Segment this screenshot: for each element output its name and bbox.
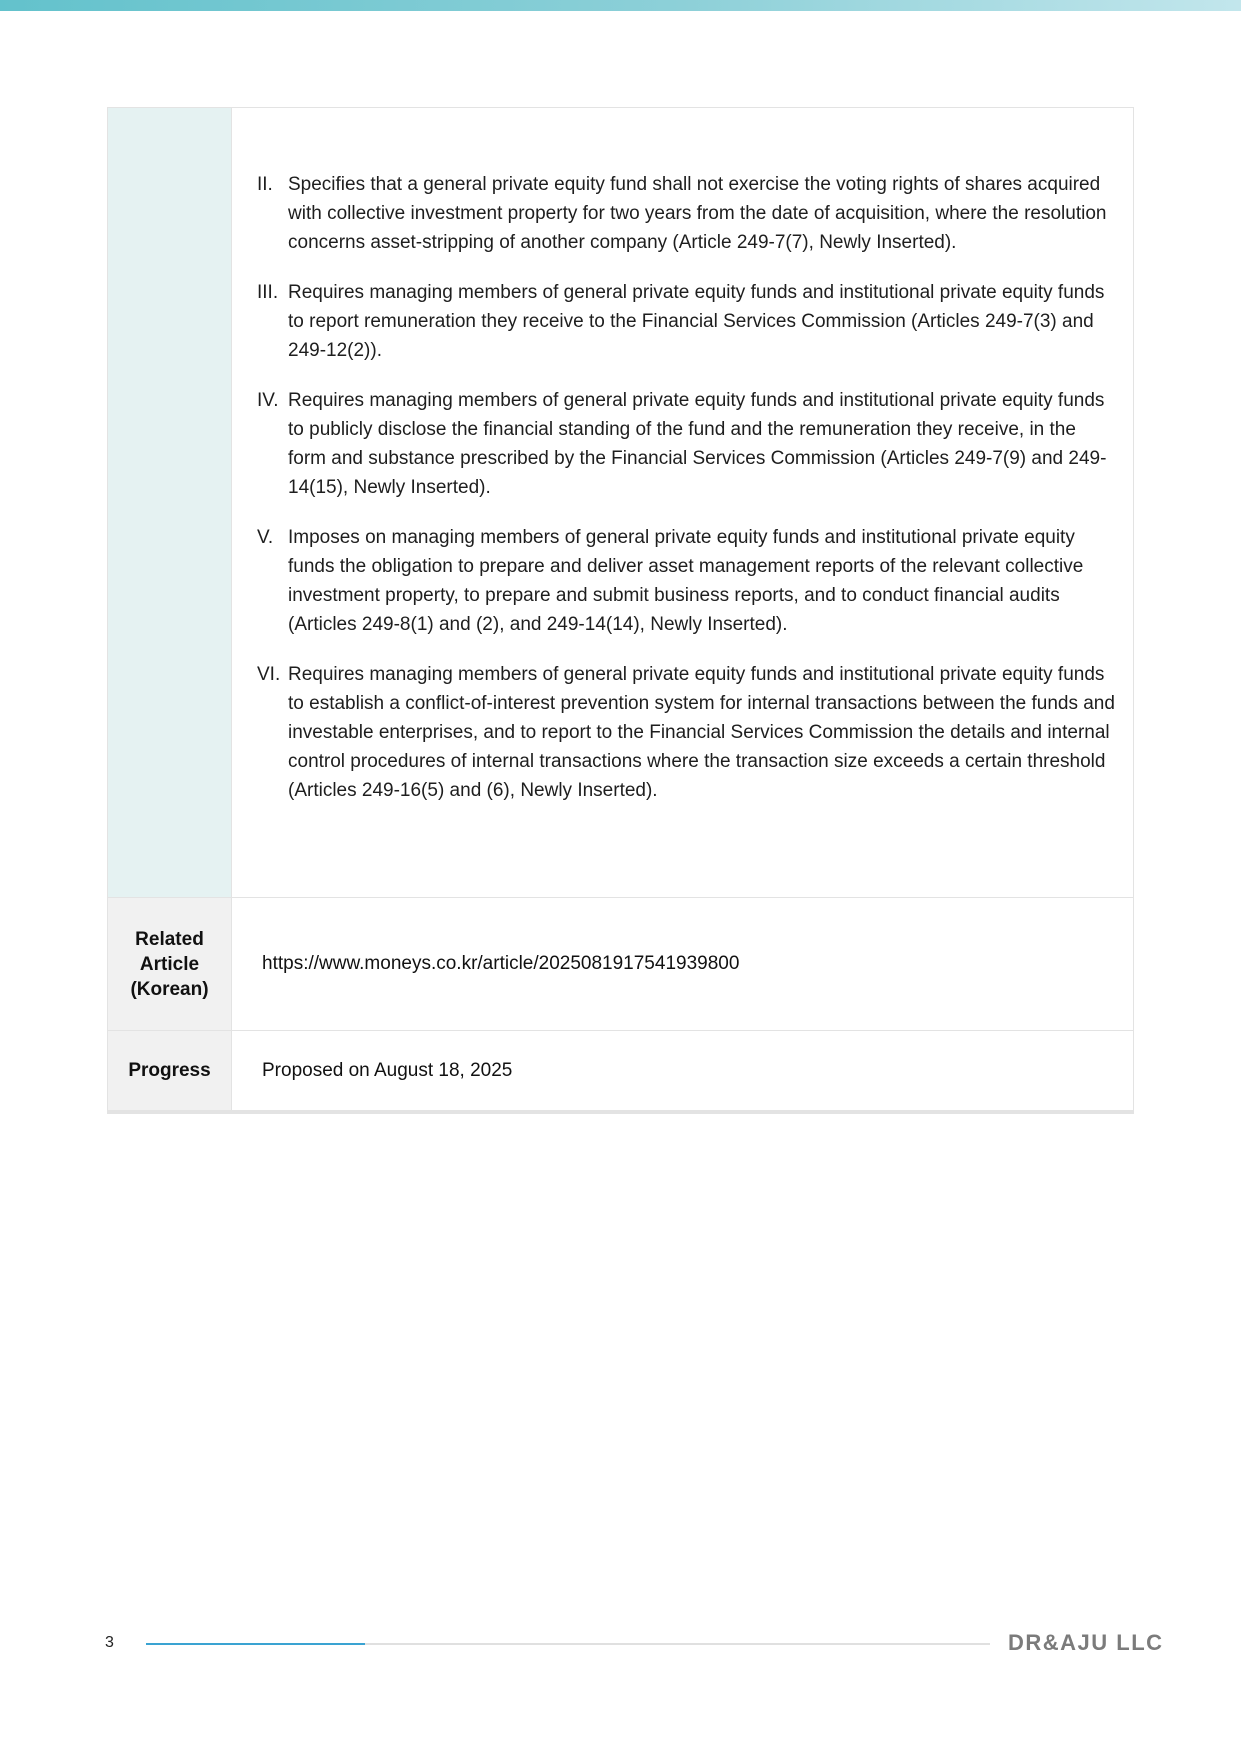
progress-row (108, 1030, 1133, 1110)
list-item (257, 523, 1115, 639)
list-item (257, 170, 1115, 257)
provisions-label-cell (108, 108, 232, 897)
related-article-label-line2: Article (139, 953, 200, 975)
bill-summary-table (107, 107, 1134, 1114)
related-article-label-line1: Related (135, 928, 204, 950)
list-numeral: II. (257, 174, 273, 195)
list-numeral: III. (257, 282, 279, 303)
progress-value: Proposed on August 18, 2025 (262, 1059, 513, 1081)
list-numeral: V. (257, 527, 274, 548)
list-item-text: Imposes on managing members of general private equity funds and institutional private equity funds the obligation to prepare and deliver asset management reports of the relevant collective investment property, to prepare and submit business reports, and to conduct financial audits (Articles 249-8(1) and (2), and 249-14(14), Newly Inserted). (288, 527, 1084, 635)
list-item (257, 386, 1115, 502)
page-footer (0, 1630, 1241, 1658)
list-item-text: Requires managing members of general private equity funds and institutional private equity funds to report remuneration they receive to the Financial Services Commission (Articles 249-7(3) and 249-12(2)). (288, 282, 1105, 361)
list-item-text: Specifies that a general private equity fund shall not exercise the voting rights of shares acquired with collective investment property for two years from the date of acquisition, where the resolution concerns asset-stripping of another company (Article 249-7(7), Newly Inserted). (288, 174, 1107, 253)
related-article-link[interactable]: https://www.moneys.co.kr/article/2025081917541939800 (262, 953, 740, 974)
list-numeral: IV. (257, 390, 279, 411)
page-number: 3 (105, 1634, 114, 1651)
top-accent-band (0, 0, 1241, 11)
list-item (257, 278, 1115, 365)
list-item (257, 660, 1115, 805)
page-progress-fill (146, 1643, 365, 1645)
related-article-label (108, 898, 232, 1030)
list-item-text: Requires managing members of general private equity funds and institutional private equity funds to publicly disclose the financial standing of the fund and the remuneration they receive, in the form and substance prescribed by the Financial Services Commission (Articles 249-7(9) and 249-14(15), Newly Inserted). (288, 390, 1107, 498)
progress-label: Progress (108, 1031, 232, 1110)
firm-logo: DR&AJU LLC (1008, 1630, 1164, 1655)
list-item-text: Requires managing members of general private equity funds and institutional private equity funds to establish a conflict-of-interest prevention system for internal transactions between the funds and investable enterprises, and to report to the Financial Services Commission the details and internal control procedures of internal transactions where the transaction size exceeds a certain threshold (Articles 249-16(5) and (6), Newly Inserted). (288, 664, 1115, 801)
related-article-row (108, 897, 1133, 1030)
provisions-row (108, 108, 1133, 897)
provisions-list (232, 108, 1133, 897)
page-progress-track (146, 1643, 990, 1645)
related-article-cell (232, 898, 1133, 1030)
list-numeral: VI. (257, 664, 281, 685)
progress-cell (232, 1031, 1133, 1110)
related-article-label-line3: (Korean) (130, 978, 209, 1000)
